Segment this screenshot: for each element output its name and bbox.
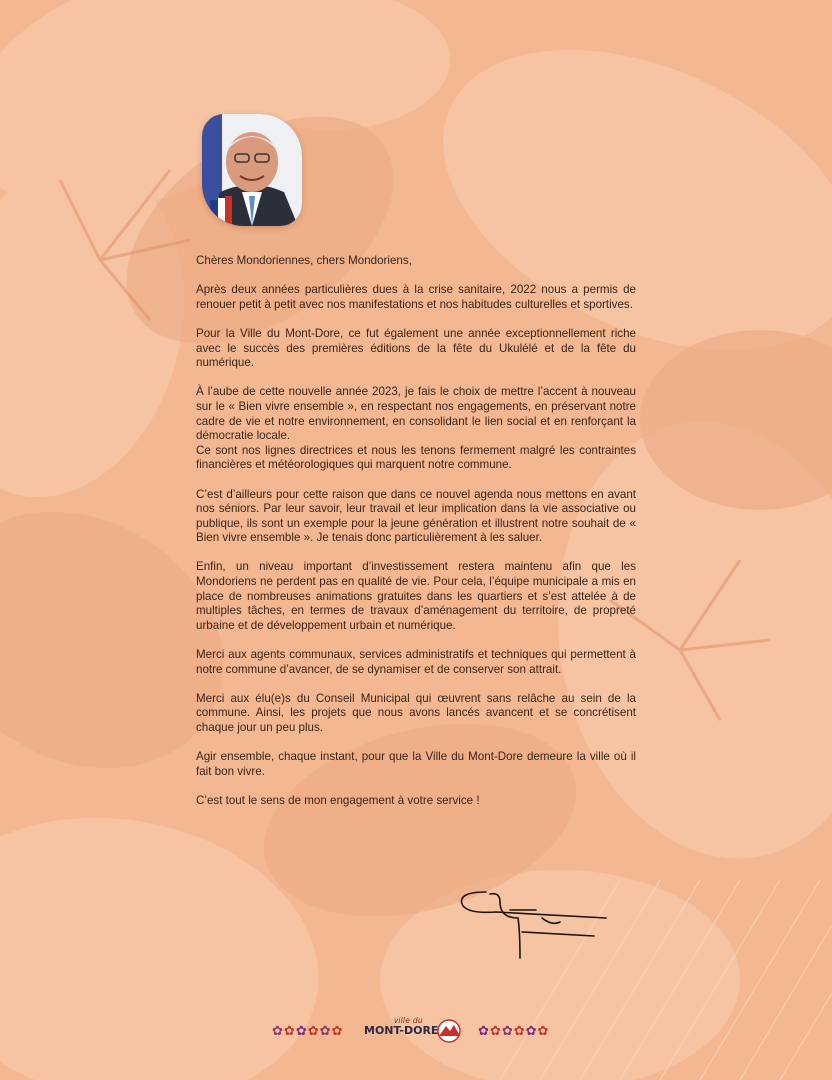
letter-paragraph: Pour la Ville du Mont-Dore, ce fut également une année exceptionnellement riche avec le succès des premières éditions de la fête du Ukulélé et de la fête du numérique. [196, 326, 636, 370]
letter-greeting: Chères Mondoriennes, chers Mondoriens, [196, 254, 412, 267]
mountain-logo-icon [434, 1018, 464, 1044]
letter-paragraph: C’est tout le sens de mon engagement à votre service ! [196, 793, 480, 807]
letter-paragraph: Merci aux élu(e)s du Conseil Municipal qui œuvrent sans relâche au sein de la commune. Ainsi, les projets que nous avons lancés avancent et se concrétisent chaque jour un peu plus. [196, 691, 636, 734]
flower-row-left [272, 1024, 342, 1037]
hibiscus-icon: ✿ [283, 1023, 295, 1038]
hibiscus-icon: ✿ [525, 1023, 537, 1038]
hibiscus-icon: ✿ [307, 1023, 319, 1038]
logo-main-text: MONT-DORE [364, 1024, 439, 1037]
letter-paragraph: Agir ensemble, chaque instant, pour que la Ville du Mont-Dore demeure la ville où il fait bon vivre. [196, 750, 636, 778]
hibiscus-icon: ✿ [513, 1023, 525, 1038]
hibiscus-icon: ✿ [272, 1023, 283, 1038]
hibiscus-icon: ✿ [331, 1023, 343, 1038]
flower-row-right [478, 1024, 548, 1037]
hibiscus-icon: ✿ [489, 1023, 501, 1038]
letter-paragraph: À l’aube de cette nouvelle année 2023, je fais le choix de mettre l’accent à nouveau sur le « Bien vivre ensemble », en respectant nos engagements, en préservant notre cadre de vie et notre environnement, en consolidant le lien social et en renforçant la démocratie locale. [196, 385, 636, 443]
hibiscus-icon: ✿ [319, 1023, 331, 1038]
logo-top-text: ville du [394, 1016, 423, 1025]
mayor-portrait-icon [202, 114, 302, 226]
mayor-letter [196, 254, 636, 823]
letter-paragraph: C’est d’ailleurs pour cette raison que dans ce nouvel agenda nous mettons en avant nos séniors. Par leur savoir, leur travail et leur implication dans la vie associative ou publique, ils sont un exemple pour la jeune génération et illustrent notre souhait de « Bien vivre ensemble ». Je tenais donc particulièrement à les saluer. [196, 487, 636, 545]
letter-paragraph: Après deux années particulières dues à la crise sanitaire, 2022 nous a permis de renouer petit à petit avec nos manifestations et nos habitudes culturelles et sportives. [196, 283, 636, 311]
hibiscus-icon: ✿ [537, 1023, 549, 1038]
hibiscus-icon: ✿ [295, 1023, 307, 1038]
signature-icon [456, 888, 612, 962]
letter-paragraph: Enfin, un niveau important d’investissement restera maintenu afin que les Mondoriens ne perdent pas en qualité de vie. Pour cela, l’équipe municipale a mis en place de nombreuses animations gratuites dans les quartiers et s’est attelée à de multiples tâches, en termes de travaux d’aménagement du territoire, de propreté urbaine et de développement urbain et numérique. [196, 560, 636, 632]
mont-dore-logo [364, 1016, 468, 1046]
hibiscus-icon: ✿ [501, 1023, 513, 1038]
footer-branding [270, 1016, 562, 1046]
letter-paragraph: Ce sont nos lignes directrices et nous les tenons fermement malgré les contraintes financières et météorologiques qui marquent notre commune. [196, 443, 636, 472]
hibiscus-icon: ✿ [478, 1023, 489, 1038]
letter-paragraph: Merci aux agents communaux, services administratifs et techniques qui permettent à notre commune d’avancer, de se dynamiser et de conserver son attrait. [196, 648, 636, 676]
